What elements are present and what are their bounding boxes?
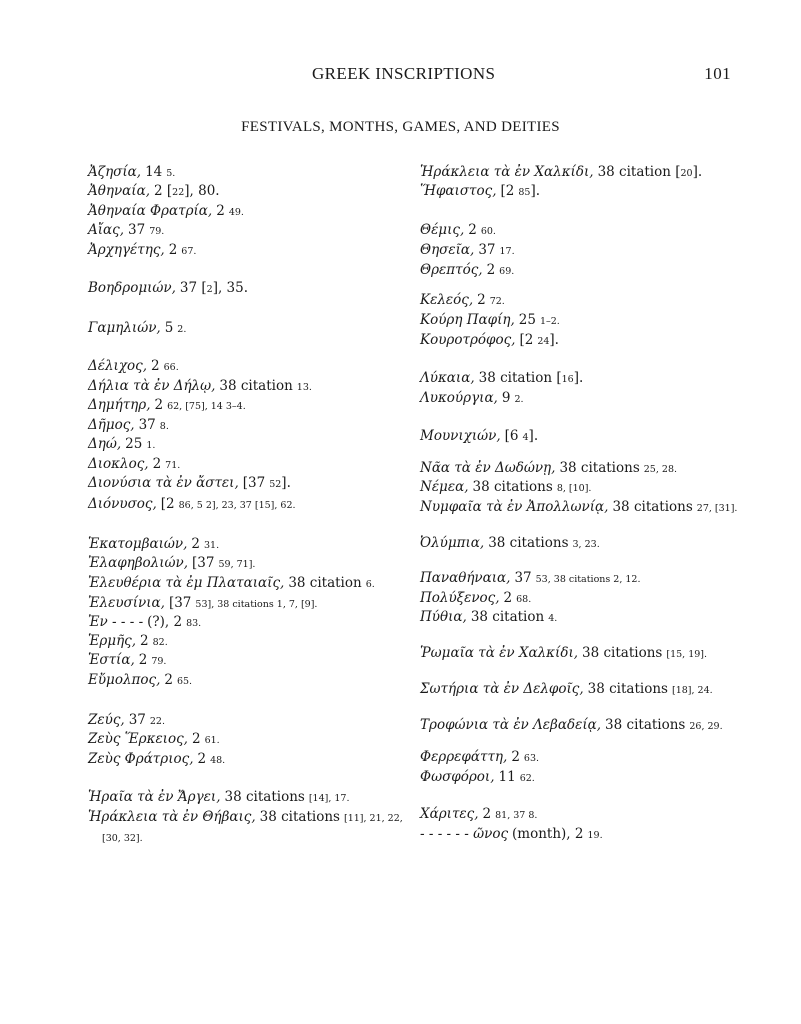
entry-line-numbers: 8.: [159, 421, 169, 432]
index-entry: [88, 202, 244, 222]
entry-line-numbers: 22: [172, 187, 185, 198]
entry-headword: Ἡράκλεια τὰ ἐν Χαλκίδι,: [420, 164, 594, 180]
entry-suffix: ].: [528, 428, 539, 444]
entry-references: [37: [192, 555, 215, 571]
entry-line-numbers: 66.: [163, 362, 179, 373]
entry-line-numbers: 85: [518, 187, 531, 198]
entry-references: [2: [519, 332, 534, 348]
index-entry: [88, 396, 246, 416]
entry-references: 2: [138, 652, 148, 668]
entry-headword: Νέμεα,: [420, 479, 469, 495]
entry-line-numbers: 19.: [587, 830, 603, 841]
index-entry: [420, 311, 560, 331]
entry-headword: Ῥωμαῖα τὰ ἐν Χαλκίδι,: [420, 645, 579, 661]
entry-headword: Ἑρμῆς,: [88, 633, 137, 649]
index-entry: [102, 828, 143, 848]
entry-headword: Νυμφαῖα τὰ ἐν Ἀπολλωνίᾳ,: [420, 499, 609, 515]
entry-references: 2: [216, 203, 225, 219]
entry-headword: Θέμις,: [420, 222, 465, 238]
index-entry: [420, 241, 515, 261]
entry-line-numbers: 65.: [176, 676, 193, 687]
entry-line-numbers: 62, [75], 14 3–4.: [167, 401, 246, 412]
entry-line-numbers: 79.: [149, 226, 165, 237]
entry-line-numbers: 52: [269, 479, 282, 490]
index-entry: [420, 459, 677, 479]
entry-suffix: ].: [549, 332, 559, 348]
entry-references: 37: [514, 570, 532, 586]
entry-references: 11: [498, 769, 516, 785]
index-entry: [420, 569, 641, 589]
entry-line-numbers: 5.: [166, 168, 176, 179]
entry-references: 2: [486, 262, 496, 278]
index-entry: [88, 455, 180, 475]
entry-headword: Κούρη Παφίη,: [420, 312, 515, 328]
entry-line-numbers: [14], 17.: [308, 793, 350, 804]
entry-line-numbers: 13.: [296, 382, 312, 393]
index-entry: [88, 574, 375, 594]
entry-headword: Ἡραῖα τὰ ἐν Ἄργει,: [88, 789, 221, 805]
entry-line-numbers: 31.: [204, 540, 220, 551]
entry-headword: Αἴας,: [88, 222, 125, 238]
entry-references: 2: [154, 397, 164, 413]
entry-headword: Ἥφαιστος,: [420, 183, 497, 199]
entry-headword: Ἀρχηγέτης,: [88, 242, 165, 258]
entry-line-numbers: 86, 5 2], 23, 37 [15], 62.: [178, 500, 296, 511]
running-head: [0, 64, 801, 86]
entry-headword: Ἐν - - - -: [88, 614, 144, 630]
entry-references: 38 citations: [472, 479, 553, 495]
entry-line-numbers: 60.: [480, 226, 496, 237]
index-entry: [420, 331, 559, 351]
entry-line-numbers: 4.: [548, 613, 558, 624]
entry-references: 5: [164, 320, 174, 336]
entry-headword: Ἑκατομβαιών,: [88, 536, 188, 552]
index-entry: [420, 534, 600, 554]
entry-line-numbers: 24: [537, 336, 550, 347]
entry-line-numbers: 71.: [165, 460, 181, 471]
entry-headword: Δῆμος,: [88, 417, 135, 433]
entry-headword: Ἐλευσίνια,: [88, 595, 165, 611]
index-entry: [88, 613, 201, 633]
entry-references: [37: [168, 595, 192, 611]
entry-references: [6: [504, 428, 519, 444]
index-entry: [88, 554, 255, 574]
entry-references: 38 citation [: [478, 370, 562, 386]
index-entry: [88, 651, 166, 671]
entry-headword: Ἑστία,: [88, 652, 135, 668]
entry-references: [2: [500, 183, 515, 199]
entry-line-numbers: 68.: [516, 594, 532, 605]
index-entry: [88, 182, 220, 202]
entry-suffix: ], 80.: [184, 183, 220, 199]
entry-line-numbers: 79.: [151, 656, 167, 667]
index-entry: [88, 319, 186, 339]
entry-references: 2: [197, 751, 207, 767]
entry-headword: Δήλια τὰ ἐν Δήλῳ,: [88, 378, 216, 394]
entry-headword: Κουροτρόφος,: [420, 332, 516, 348]
entry-headword: Ἀζησία,: [88, 164, 142, 180]
entry-line-numbers: 83.: [186, 618, 202, 629]
entry-line-numbers: 1–2.: [539, 316, 560, 327]
index-entry: [420, 608, 557, 628]
entry-references: 37: [128, 222, 146, 238]
entry-references: 2: [482, 806, 492, 822]
page-number: 101: [704, 64, 731, 83]
entry-headword: Πολύξενος,: [420, 590, 500, 606]
entry-line-numbers: 53, 38 citations 2, 12.: [535, 574, 641, 585]
index-entry: [88, 241, 196, 261]
index-entry: [88, 474, 291, 494]
entry-headword: Τροφώνια τὰ ἐν Λεβαδείᾳ,: [420, 717, 602, 733]
entry-line-numbers: 63.: [523, 753, 540, 764]
entry-line-numbers: 2: [206, 284, 213, 295]
entry-line-numbers: 2.: [514, 394, 524, 405]
index-entry: [420, 589, 531, 609]
index-entry: [88, 808, 403, 828]
entry-line-numbers: 69.: [499, 266, 515, 277]
entry-references: 37 [: [179, 280, 207, 296]
entry-headword: Διονύσια τὰ ἐν ἄστει,: [88, 475, 239, 491]
entry-references: 38 citations: [612, 499, 693, 515]
entry-line-numbers: 27, [31].: [696, 503, 738, 514]
entry-references: 38 citations: [224, 789, 305, 805]
index-entry: [88, 711, 165, 731]
entry-line-numbers: 26, 29.: [689, 721, 723, 732]
index-entry: [420, 427, 538, 447]
entry-suffix: ].: [573, 370, 584, 386]
entry-line-numbers: 61.: [204, 735, 220, 746]
entry-line-numbers: 20: [680, 168, 693, 179]
entry-headword: Φωσφόροι,: [420, 769, 495, 785]
index-entry: [88, 357, 179, 377]
index-entry: [420, 748, 539, 768]
entry-references: 9: [501, 390, 511, 406]
entry-suffix: ].: [692, 164, 703, 180]
entry-headword: Θρεπτός,: [420, 262, 483, 278]
entry-headword: Διοκλος,: [88, 456, 149, 472]
entry-headword: Ζεύς,: [88, 712, 125, 728]
entry-headword: Διόνυσος,: [88, 496, 157, 512]
index-entry: [420, 261, 514, 281]
section-title: FESTIVALS, MONTHS, GAMES, AND DEITIES: [241, 119, 560, 135]
entry-headword: Δηώ,: [88, 436, 122, 452]
entry-line-numbers: 25, 28.: [643, 464, 678, 475]
entry-headword: Παναθήναια,: [420, 570, 511, 586]
entry-references: 2: [503, 590, 513, 606]
entry-references: 14: [145, 164, 163, 180]
entry-line-numbers: [15, 19].: [666, 649, 708, 660]
index-entry: [420, 478, 591, 498]
entry-line-numbers: 17.: [499, 246, 515, 257]
entry-headword: Δημήτηρ,: [88, 397, 151, 413]
entry-headword: Χάριτες,: [420, 806, 479, 822]
entry-references: 38 citations: [488, 535, 569, 551]
index-entry: [88, 594, 317, 614]
entry-references: (?), 2: [147, 614, 183, 630]
index-entry: [420, 768, 535, 788]
entry-references: 38 citation: [288, 575, 362, 591]
entry-line-numbers: 4: [522, 432, 529, 443]
entry-references: [2: [160, 496, 175, 512]
index-entry: [88, 163, 175, 183]
entry-references: 37: [128, 712, 146, 728]
entry-references: 38 citations: [605, 717, 686, 733]
entry-line-numbers: 49.: [228, 207, 244, 218]
index-entry: [420, 221, 496, 241]
entry-headword: Εὔμολπος,: [88, 672, 161, 688]
index-entry: [88, 632, 168, 652]
index-entry: [88, 750, 225, 770]
entry-headword: Ἐλευθέρια τὰ ἐμ Πλαταιαῖς,: [88, 575, 285, 591]
entry-references: (month), 2: [512, 826, 584, 842]
entry-headword: Ὀλύμπια,: [420, 535, 485, 551]
entry-references: 2: [191, 731, 201, 747]
index-entry: [420, 182, 540, 202]
index-entry: [88, 377, 312, 397]
index-entry: [420, 680, 713, 700]
entry-line-numbers: 62.: [519, 773, 535, 784]
entry-headword: Λύκαια,: [420, 370, 475, 386]
index-entry: [88, 495, 296, 515]
entry-headword: Ζεὺς Φράτριος,: [88, 751, 194, 767]
entry-headword: Πύθια,: [420, 609, 467, 625]
entry-line-numbers: 16: [561, 374, 574, 385]
entry-line-numbers: 72.: [489, 296, 505, 307]
entry-references: 2: [468, 222, 477, 238]
index-entry: [420, 716, 723, 736]
entry-line-numbers: 67.: [181, 246, 197, 257]
entry-references: 38 citations: [259, 809, 340, 825]
entry-references: 2: [151, 358, 160, 374]
entry-references: 38 citations: [587, 681, 668, 697]
entry-line-numbers: 59, 71].: [218, 559, 256, 570]
entry-line-numbers: 53], 38 citations 1, 7, [9].: [195, 599, 318, 610]
index-entry: [420, 369, 583, 389]
entry-references: 2: [140, 633, 149, 649]
entry-line-numbers: 82.: [152, 637, 168, 648]
entry-headword: Ἀθηναία,: [88, 183, 150, 199]
entry-references: [37: [242, 475, 266, 491]
entry-suffix: ].: [281, 475, 291, 491]
entry-references: 38 citations: [582, 645, 663, 661]
index-entry: [88, 788, 350, 808]
entry-headword: Γαμηλιών,: [88, 320, 161, 336]
entry-references: 38 citation: [470, 609, 545, 625]
entry-line-numbers: 1.: [146, 440, 156, 451]
entry-headword: Ἐλαφηβολιών,: [88, 555, 189, 571]
entry-suffix: ], 35.: [212, 280, 249, 296]
entry-headword: Μουνιχιών,: [420, 428, 501, 444]
entry-references: 2: [511, 749, 520, 765]
index-entry: [420, 644, 707, 664]
entry-headword: Δέλιχος,: [88, 358, 148, 374]
entry-references: 37: [478, 242, 496, 258]
index-entry: [420, 825, 603, 845]
entry-line-numbers: 81, 37 8.: [495, 810, 538, 821]
entry-headword: Κελεός,: [420, 292, 474, 308]
entry-headword: Νᾶα τὰ ἐν Δωδώνῃ,: [420, 460, 556, 476]
entry-line-numbers: [30, 32].: [102, 833, 143, 844]
entry-references: 2: [164, 672, 173, 688]
index-entry: [88, 221, 164, 241]
entry-headword: Ζεὺς Ἕρκειος,: [88, 731, 188, 747]
entry-headword: - - - - - - ῶνος: [420, 826, 509, 842]
entry-line-numbers: 6.: [365, 579, 375, 590]
entry-references: 38 citation: [219, 378, 293, 394]
entry-suffix: ].: [530, 183, 541, 199]
entry-references: 2 [: [154, 183, 173, 199]
index-entry: [420, 163, 702, 183]
entry-references: 38 citations: [559, 460, 640, 476]
entry-line-numbers: 48.: [210, 755, 226, 766]
index-entry: [88, 671, 192, 691]
index-entry: [88, 730, 220, 750]
index-entry: [420, 389, 524, 409]
entry-line-numbers: 22.: [149, 716, 165, 727]
entry-references: 38 citation [: [597, 164, 681, 180]
entry-line-numbers: 8, [10].: [556, 483, 592, 494]
entry-references: 37: [138, 417, 156, 433]
index-entry: [88, 435, 155, 455]
index-entry: [88, 279, 248, 299]
entry-headword: Σωτήρια τὰ ἐν Δελφοῖς,: [420, 681, 584, 697]
entry-line-numbers: 2.: [177, 324, 187, 335]
entry-references: 2: [477, 292, 486, 308]
entry-headword: Φερρεφάττη,: [420, 749, 508, 765]
entry-references: 25: [125, 436, 143, 452]
entry-references: 2: [191, 536, 201, 552]
entry-line-numbers: [11], 21, 22,: [343, 813, 403, 824]
index-entry: [88, 416, 169, 436]
running-head-title: GREEK INSCRIPTIONS: [312, 64, 496, 83]
entry-headword: Λυκούργια,: [420, 390, 498, 406]
index-entry: [420, 498, 737, 518]
index-entry: [88, 535, 219, 555]
entry-references: 2: [168, 242, 178, 258]
entry-line-numbers: [18], 24.: [671, 685, 713, 696]
index-entry: [420, 805, 537, 825]
entry-headword: Ἀθηναία Φρατρία,: [88, 203, 213, 219]
entry-references: 2: [152, 456, 162, 472]
entry-headword: Θησεῖα,: [420, 242, 475, 258]
entry-headword: Ἡράκλεια τὰ ἐν Θήβαις,: [88, 809, 256, 825]
entry-line-numbers: 3, 23.: [572, 539, 600, 550]
entry-references: 25: [518, 312, 536, 328]
index-entry: [420, 291, 505, 311]
entry-headword: Βοηδρομιών,: [88, 280, 176, 296]
